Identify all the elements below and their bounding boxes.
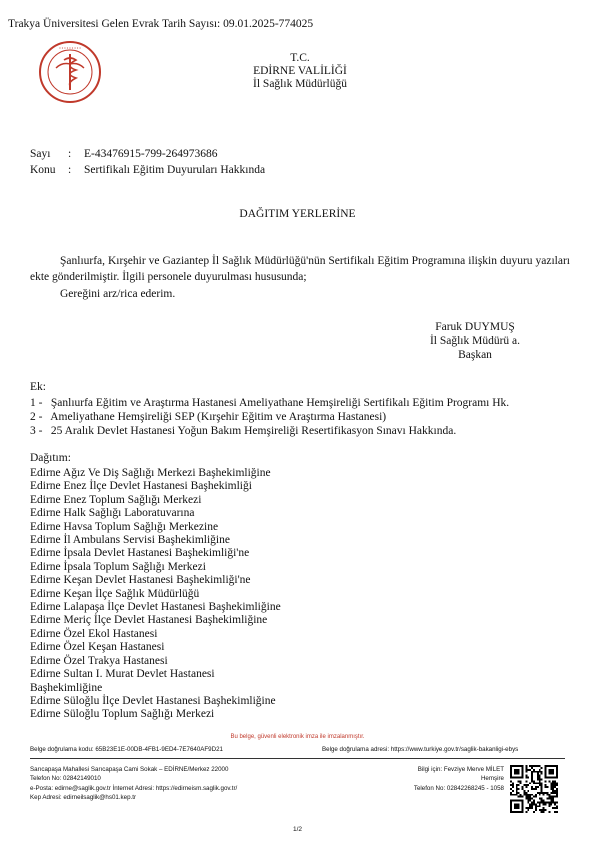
distribution-item: Edirne İl Ambulans Servisi Başhekimliğine [30, 534, 230, 547]
distribution-list [30, 467, 281, 722]
distribution-item: Edirne Havsa Toplum Sağlığı Merkezine [30, 520, 219, 533]
attachment-title[interactable]: 25 Aralık Devlet Hastanesi Yoğun Bakım Hemşireliği Resertifikasyon Sınavı Hakkında. [50, 425, 457, 437]
signer-name: Faruk DUYMUŞ [435, 321, 515, 333]
qr-code-icon [510, 765, 558, 813]
header-governorship: EDİRNE VALİLİĞİ [253, 65, 347, 77]
distribution-item: Edirne Enez İlçe Devlet Hastanesi Başhekimliği [30, 480, 252, 493]
document-header [200, 52, 400, 91]
attachment-number: 1 - [30, 397, 43, 409]
distribution-item: Edirne Keşan İlçe Sağlık Müdürlüğü [30, 587, 200, 600]
footer-kep[interactable]: Kep Adresi: edirneilsaglik@hs01.kep.tr [30, 793, 137, 801]
attachments-label: Ek: [30, 381, 46, 393]
incoming-document-stamp: Trakya Üniversitesi Gelen Evrak Tarih Sayısı: 09.01.2025-774025 [8, 18, 314, 30]
sayi-value: E-43476915-799-264973686 [84, 148, 218, 160]
attachment-number: 2 - [30, 411, 43, 423]
attachment-item [30, 396, 509, 410]
svg-text:• • • • • • • • •: • • • • • • • • • [59, 45, 81, 50]
footer-email-web[interactable]: e-Posta: edirne@saglik.gov.tr İnternet Adresi: https://edirneism.saglik.gov.tr/ [30, 784, 238, 792]
distribution-item: Edirne İpsala Toplum Sağlığı Merkezi [30, 560, 206, 573]
footer-contact-right [384, 765, 504, 793]
verification-code: Belge doğrulama kodu: 65B23E1E-00DB-4FB1-9ED4-7E7640AF9D21 [30, 746, 223, 753]
footer-address: Sarıcapaşa Mahallesi Sarıcapaşa Cami Sokak – EDİRNE/Merkez 22000 [30, 766, 229, 773]
distribution-item: Edirne Halk Sağlığı Laboratuvarına [30, 507, 195, 520]
footer-contact-left [30, 765, 237, 802]
distribution-item: Edirne Meriç İlçe Devlet Hastanesi Başhekimliğine [30, 614, 268, 627]
distribution-item: Edirne Özel Keşan Hastanesi [30, 641, 165, 654]
distribution-item: Edirne İpsala Devlet Hastanesi Başhekimliği'ne [30, 547, 250, 560]
footer-divider [30, 758, 565, 759]
distribution-item: Edirne Özel Ekol Hastanesi [30, 627, 158, 640]
sayi-label: Sayı [30, 148, 51, 160]
attachments-list [30, 396, 509, 438]
sayi-colon: : [68, 148, 72, 160]
distribution-item: Edirne Lalapaşa İlçe Devlet Hastanesi Başhekimliğine [30, 601, 281, 614]
attachment-title[interactable]: Şanlıurfa Eğitim ve Araştırma Hastanesi Ameliyathane Hemşireliği Sertifikalı Eğitim Programı Hk. [50, 397, 510, 409]
header-directorate: İl Sağlık Müdürlüğü [253, 78, 347, 90]
distribution-item: Edirne Keşan Devlet Hastanesi Başhekimliği'ne [30, 574, 251, 587]
distribution-item: Edirne Ağız Ve Diş Sağlığı Merkezi Başhekimliğine [30, 467, 271, 479]
signer-title: İl Sağlık Müdürü a. [429, 335, 521, 347]
konu-colon: : [68, 164, 72, 176]
esign-note: Bu belge, güvenli elektronik imza ile imzalanmıştır. [230, 734, 365, 740]
konu-label: Konu [30, 164, 56, 176]
distribution-item: Edirne Süloğlu İlçe Devlet Hastanesi Başhekimliğine [30, 694, 276, 707]
closing-line: Gereğini arz/rica ederim. [60, 288, 176, 300]
footer-phone: Telefon No: 02842149010 [30, 775, 101, 783]
distribution-item: Edirne Sultan I. Murat Devlet Hastanesi [30, 668, 215, 681]
verification-address-link[interactable]: Belge doğrulama adresi: https://www.turkiye.gov.tr/saglik-bakanligi-ebys [322, 746, 519, 753]
health-ministry-seal-icon [38, 40, 102, 104]
signature-block [420, 320, 530, 362]
distribution-label: Dağıtım: [30, 452, 71, 464]
attachment-item [30, 424, 509, 438]
header-tc: T.C. [290, 52, 310, 64]
contact-person: Bilgi için: Fevziye Merve MİLET [417, 766, 504, 773]
distribution-item: Edirne Enez Toplum Sağlığı Merkezi [30, 493, 202, 506]
distribution-heading: DAĞITIM YERLERİNE [239, 208, 356, 220]
distribution-item: Edirne Süloğlu Toplum Sağlığı Merkezi [30, 708, 215, 721]
body-paragraph: Şanlıurfa, Kırşehir ve Gaziantep İl Sağlık Müdürlüğü'nün Sertifikalı Eğitim Programına ilişkin duyuru yazıları ekte gönderilmiştir. İlgili personele duyurulması hususunda; [30, 255, 570, 283]
attachment-item [30, 410, 509, 424]
contact-title: Hemşire [480, 775, 504, 783]
distribution-item: Edirne Özel Trakya Hastanesi [30, 654, 168, 667]
page-number: 1/2 [292, 826, 303, 833]
distribution-item: Başhekimliğine [30, 681, 103, 694]
attachment-number: 3 - [30, 425, 43, 437]
signer-role: Başkan [458, 349, 492, 361]
contact-phone: Telefon No: 02842268245 - 1058 [413, 784, 504, 792]
konu-value: Sertifikalı Eğitim Duyuruları Hakkında [84, 164, 266, 176]
attachment-title[interactable]: Ameliyathane Hemşireliği SEP (Kırşehir Eğitim ve Araştırma Hastanesi) [50, 411, 387, 423]
